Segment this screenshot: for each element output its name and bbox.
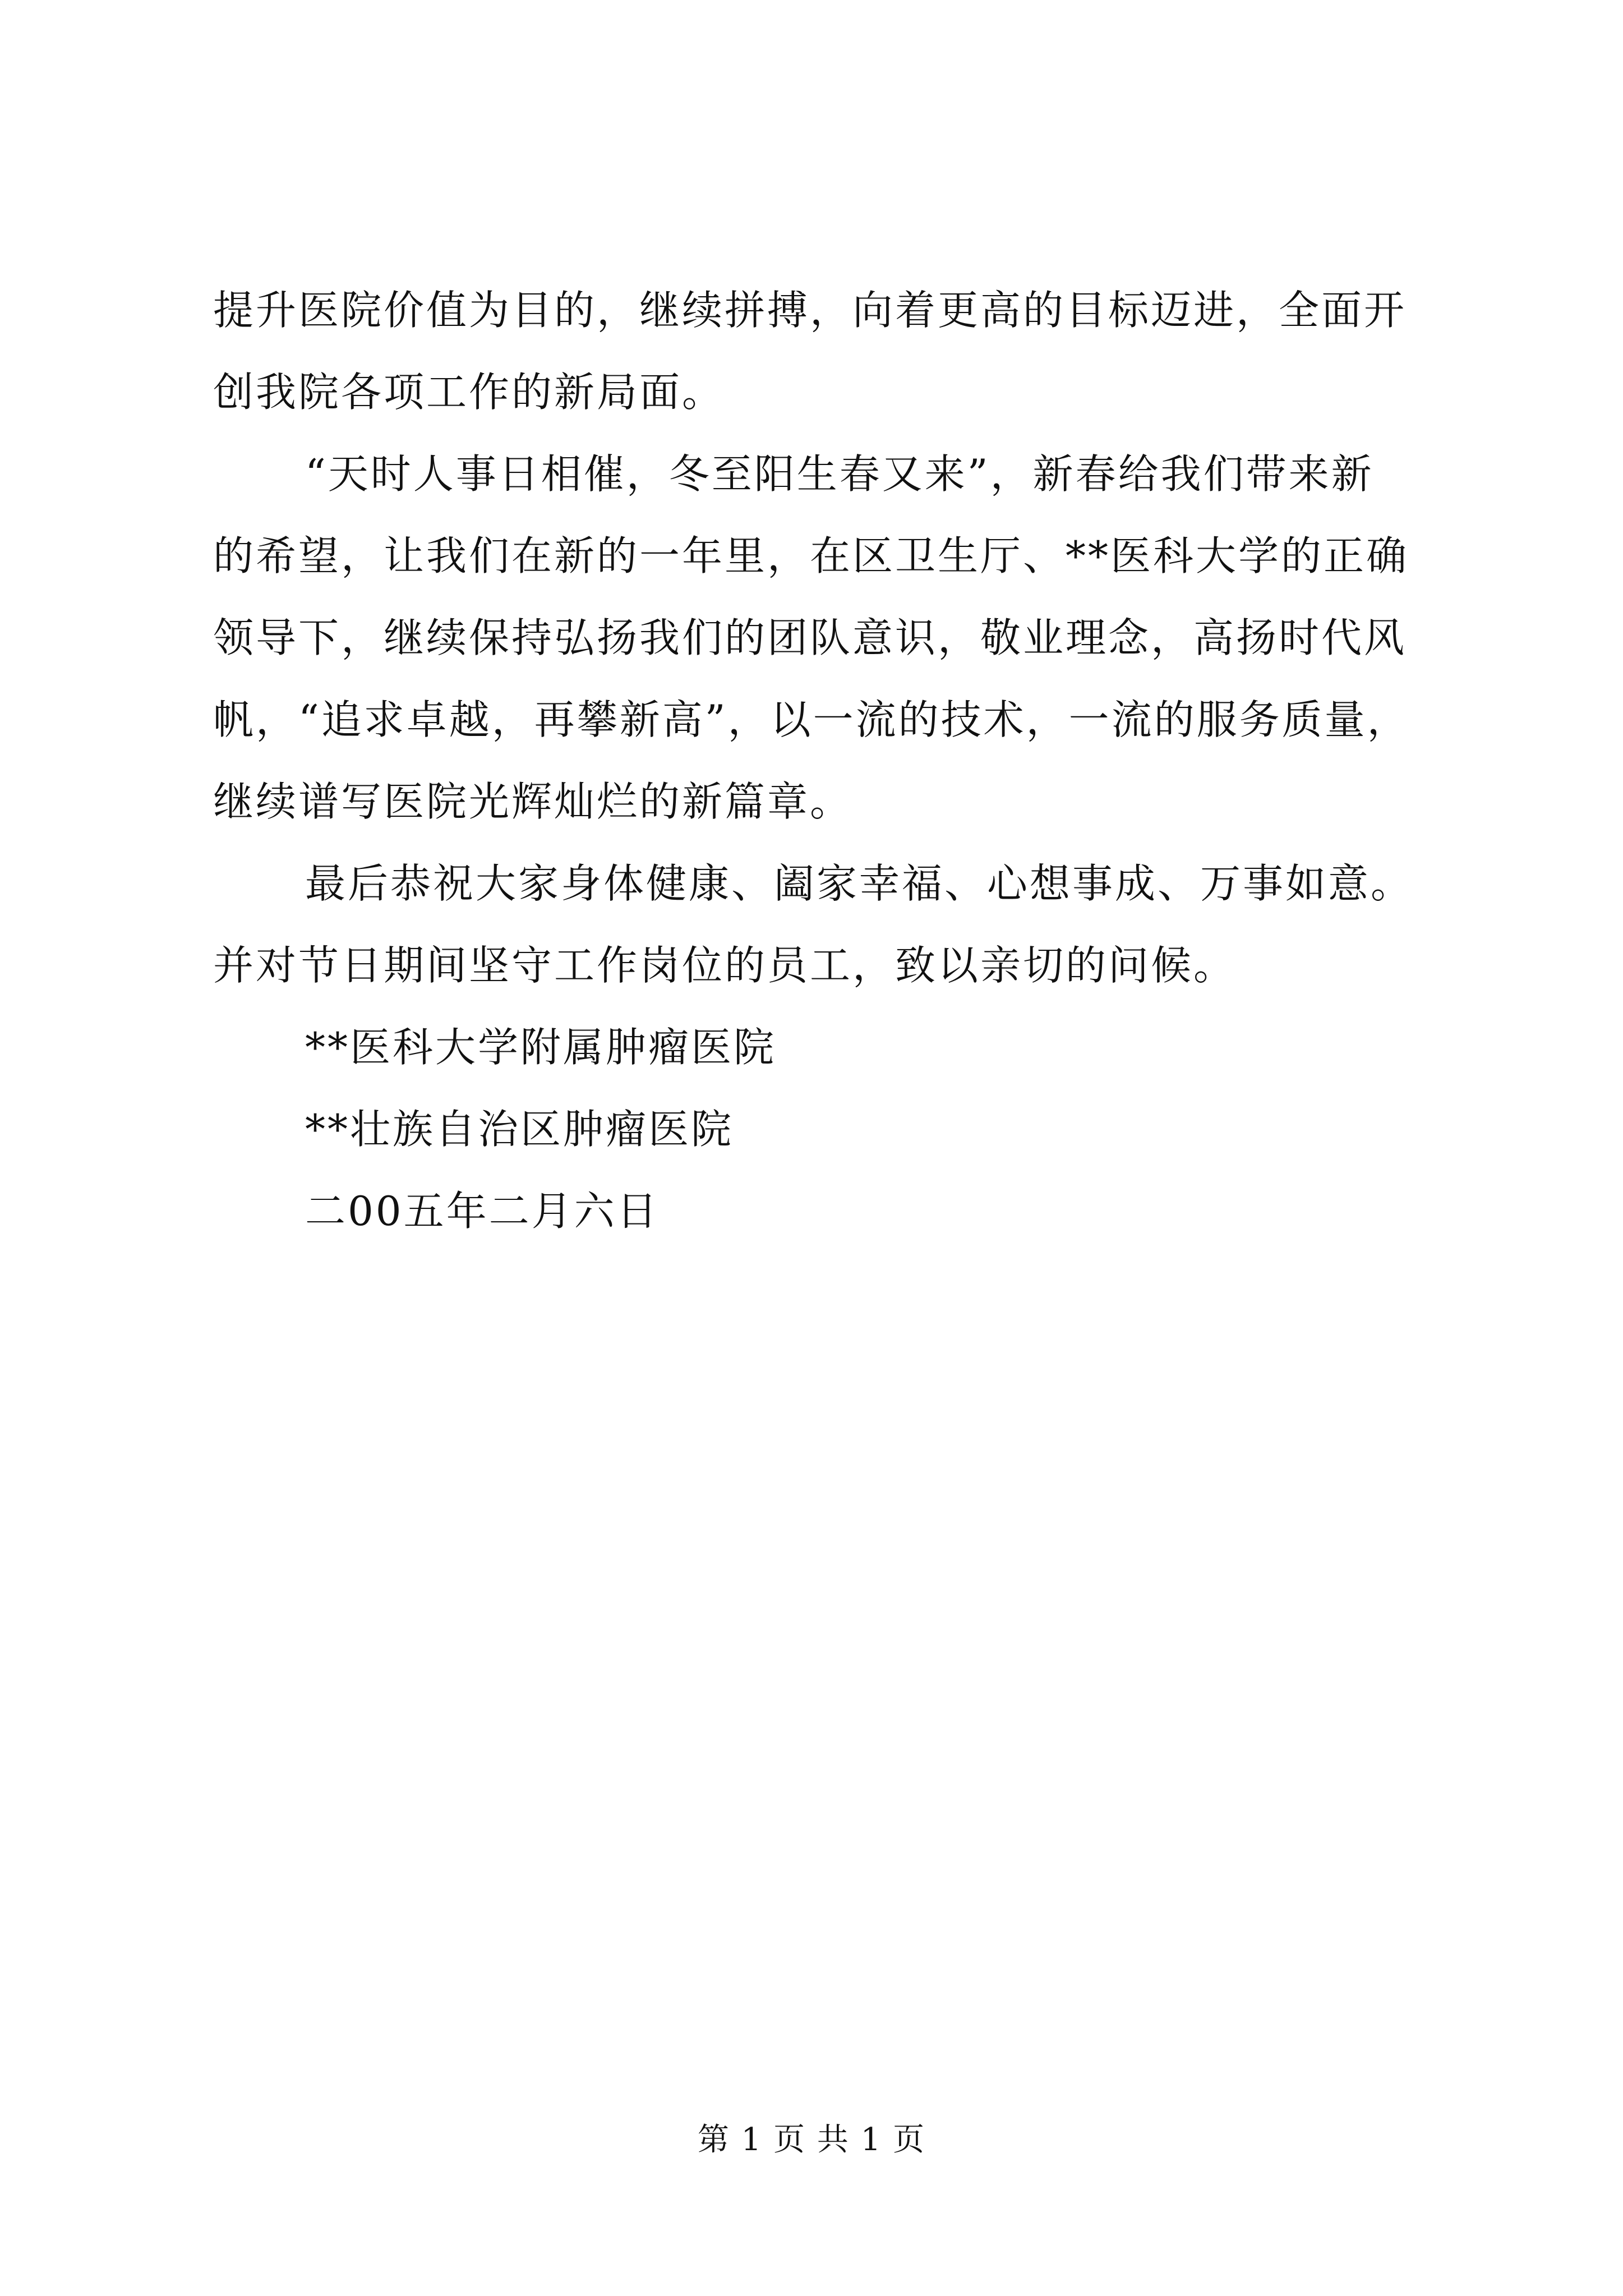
- document-body: [213, 269, 1447, 1252]
- paragraph-line: “天时人事日相催，冬至阳生春又来”，新春给我们带来新: [305, 450, 1374, 498]
- signature-line: **医科大学附属肿瘤医院: [305, 1024, 777, 1071]
- paragraph-line: 领导下，继续保持弘扬我们的团队意识，敬业理念，高扬时代风: [213, 614, 1407, 661]
- page-footer: 第 1 页 共 1 页: [697, 2122, 926, 2158]
- paragraph-line: 提升医院价值为目的，继续拼搏，向着更高的目标迈进，全面开: [213, 287, 1407, 334]
- paragraph-line: 最后恭祝大家身体健康、阖家幸福、心想事成、万事如意。: [305, 860, 1414, 907]
- date-line: 二00五年二月六日: [305, 1188, 660, 1235]
- paragraph-line: 并对节日期间坚守工作岗位的员工，致以亲切的问候。: [213, 942, 1237, 989]
- paragraph-line: 创我院各项工作的新局面。: [213, 369, 725, 416]
- paragraph-line: 帆，“追求卓越，再攀新高”，以一流的技术，一流的服务质量，: [213, 696, 1410, 743]
- signature-line: **壮族自治区肿瘤医院: [305, 1106, 734, 1153]
- paragraph-line: 继续谱写医院光辉灿烂的新篇章。: [213, 778, 853, 825]
- paragraph-line: 的希望，让我们在新的一年里，在区卫生厅、**医科大学的正确: [213, 532, 1409, 579]
